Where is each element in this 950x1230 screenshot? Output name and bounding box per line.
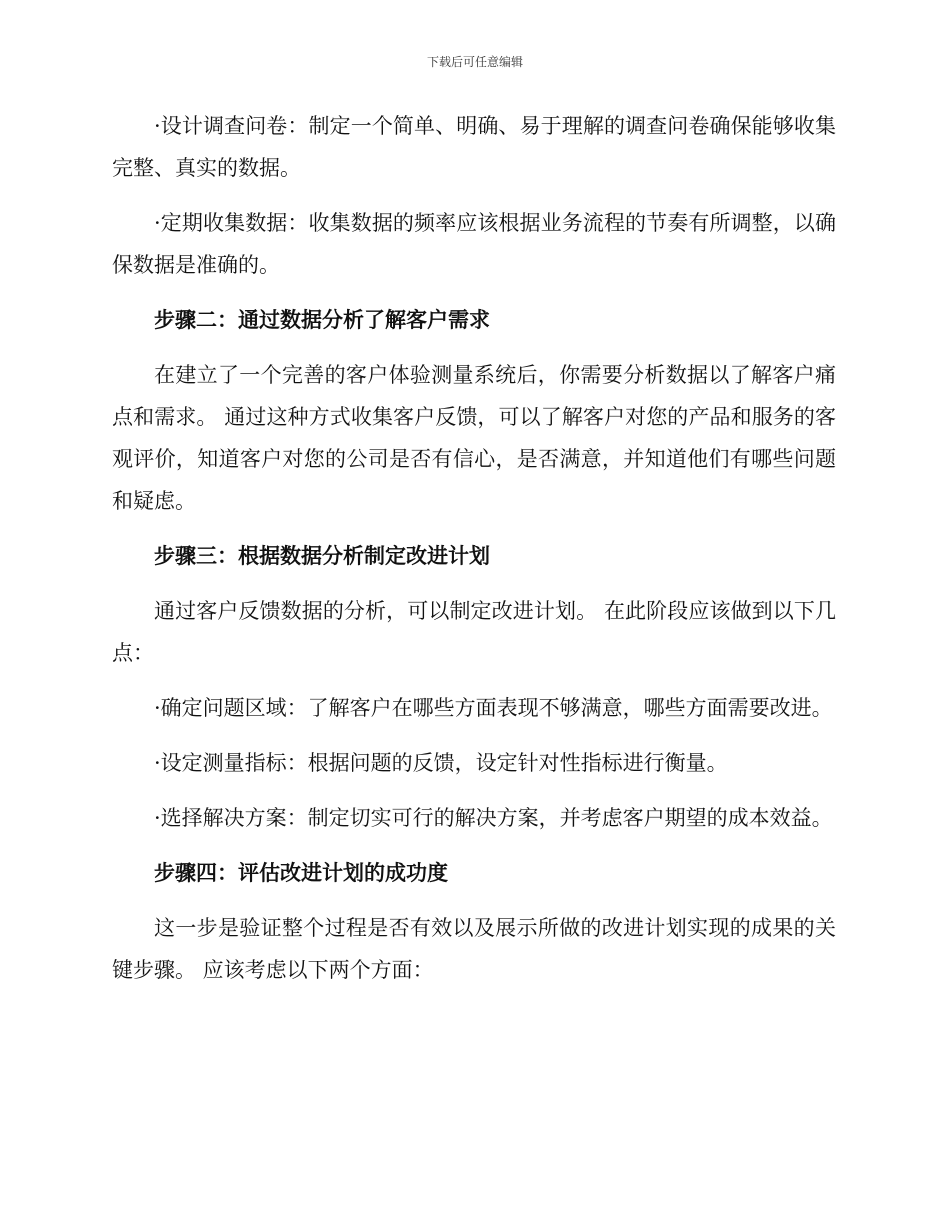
bullet-design-questionnaire: ·设计调查问卷：制定一个简单、明确、易于理解的调查问卷确保能够收集完整、真实的数据。 [112,114,836,180]
body-paragraph-analysis: 在建立了一个完善的客户体验测量系统后，你需要分析数据以了解客户痛点和需求。 通过这种方式收集客户反馈，可以了解客户对您的产品和服务的客观评价，知道客户对您的公司是否有信心，是否满意，并知道他们有哪些问题和疑虑。 [112,363,836,513]
bullet-collect-data-regularly: ·定期收集数据：收集数据的频率应该根据业务流程的节奏有所调整，以确保数据是准确的。 [112,211,836,277]
bullet-set-metrics: ·设定测量指标：根据问题的反馈，设定针对性指标进行衡量。 [154,751,728,775]
bullet-choose-solutions: ·选择解决方案：制定切实可行的解决方案，并考虑客户期望的成本效益。 [154,806,833,830]
bullet-identify-problem-areas: ·确定问题区域：了解客户在哪些方面表现不够满意，哪些方面需要改进。 [154,696,833,720]
section-heading-step-four: 步骤四：评估改进计划的成功度 [154,860,448,885]
page-header: 下载后可任意编辑 [426,55,523,69]
section-heading-step-three: 步骤三：根据数据分析制定改进计划 [154,543,490,568]
body-paragraph-improvement-plan: 通过客户反馈数据的分析，可以制定改进计划。 在此阶段应该做到以下几点： [112,599,836,665]
document-body [112,105,836,1004]
body-paragraph-evaluation: 这一步是验证整个过程是否有效以及展示所做的改进计划实现的成果的关键步骤。 应该考虑以下两个方面： [112,916,836,982]
section-heading-step-two: 步骤二：通过数据分析了解客户需求 [154,307,490,332]
